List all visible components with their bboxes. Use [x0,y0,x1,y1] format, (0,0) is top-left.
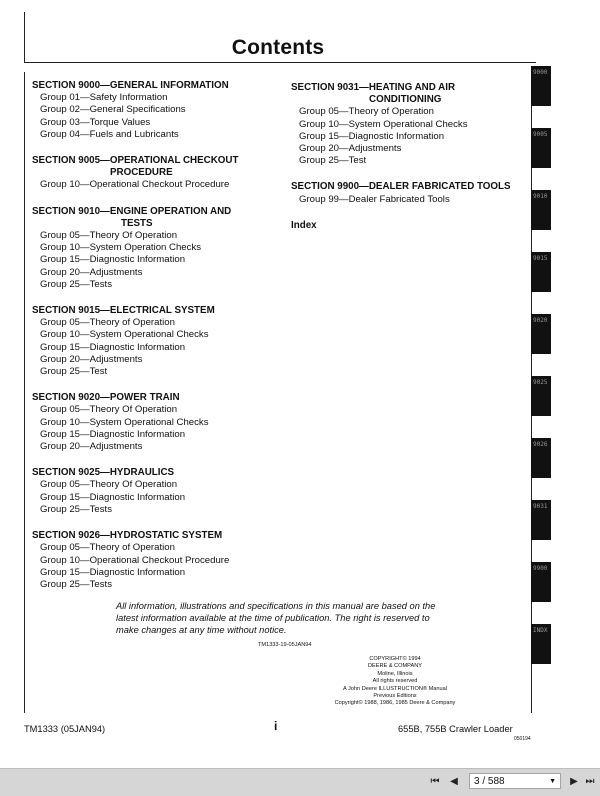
page-number-value: 3 / 588 [474,776,505,787]
page-title: Contents [231,36,325,59]
index-link[interactable]: Index [291,219,317,231]
toc-group-link[interactable]: Group 20—Adjustments [40,441,143,453]
toc-group-link[interactable]: Group 25—Tests [40,278,112,290]
section-title-continued: CONDITIONING [369,94,442,106]
toc-group-link[interactable]: Group 20—Adjustments [40,353,143,365]
section-title: SECTION 9020—POWER TRAIN [32,392,180,404]
prev-page-icon[interactable]: ◀ [450,776,458,787]
toc-group-link[interactable]: Group 15—Diagnostic Information [40,566,186,578]
toc-group-link[interactable]: Group 10—System Operational Checks [40,416,209,428]
section-tab[interactable]: 9026 [531,438,551,478]
section-title: SECTION 9015—ELECTRICAL SYSTEM [32,305,215,317]
section-title: SECTION 9010—ENGINE OPERATION AND [32,205,232,217]
toc-group-link[interactable]: Group 02—General Specifications [40,104,186,116]
next-page-icon[interactable]: ▶ [570,776,578,787]
copyright-line: A John Deere ILLUSTRUCTION® Manual [343,685,447,692]
last-page-icon[interactable]: ⏭ [585,776,595,787]
copyright-line: All rights reserved [372,678,418,685]
copyright-line: Copyright© 1988, 1986, 1985 Deere & Company [334,700,456,707]
viewer-toolbar [0,768,600,796]
toc-section [32,305,282,378]
section-title: SECTION 9900—DEALER FABRICATED TOOLS [291,181,511,193]
footer-title: 655B, 755B Crawler Loader [398,724,513,734]
toc-group-link[interactable]: Group 25—Test [40,366,108,378]
toc-group-link[interactable]: Group 25—Tests [40,503,112,515]
right-column [291,82,521,232]
section-tab[interactable]: 9010 [531,190,551,230]
section-title: SECTION 9026—HYDROSTATIC SYSTEM [32,530,223,542]
section-title: SECTION 9025—HYDRAULICS [32,467,175,479]
copyright-line: Previous Editions [373,693,417,700]
toc-section [32,80,282,141]
left-column [32,80,282,605]
copyright-block [330,656,460,708]
toc-group-link[interactable]: Group 01—Safety Information [40,92,168,104]
header-rule-horizontal [24,62,536,63]
notice-text: All information, illustrations and specifications in this manual are based on the latest information available at the time of publication. The right is reserved to make changes at any time without notice. [116,601,436,636]
toc-group-link[interactable]: Group 10—Operational Checkout Procedure [40,179,230,191]
toc-group-link[interactable]: Group 04—Fuels and Lubricants [40,128,179,140]
section-title: SECTION 9005—OPERATIONAL CHECKOUT [32,155,239,167]
toc-group-link[interactable]: Group 25—Tests [40,578,112,590]
toc-group-link[interactable]: Group 03—Torque Values [40,116,151,128]
section-tab[interactable]: 9000 [531,66,551,106]
section-tab[interactable]: 9025 [531,376,551,416]
section-title-continued: PROCEDURE [110,167,173,179]
toc-group-link[interactable]: Group 25—Test [299,155,367,167]
toc-group-link[interactable]: Group 15—Diagnostic Information [40,428,186,440]
copyright-line: COPYRIGHT© 1994 [369,656,421,662]
toc-section [32,206,282,291]
toc-group-link[interactable]: Group 10—Operational Checkout Procedure [40,554,230,566]
toc-group-link[interactable]: Group 05—Theory of Operation [40,317,175,329]
toc-group-link[interactable]: Group 15—Diagnostic Information [40,491,186,503]
toc-section [291,82,521,167]
toc-group-link[interactable]: Group 20—Adjustments [40,266,143,278]
toc-group-link[interactable]: Group 05—Theory Of Operation [40,404,178,416]
toc-group-link[interactable]: Group 15—Diagnostic Information [299,130,445,142]
footer-small-code: 050194 [514,736,531,742]
section-tabs [531,0,551,680]
chevron-down-icon[interactable]: ▼ [549,778,556,785]
toc-group-link[interactable]: Group 05—Theory Of Operation [40,479,178,491]
toc-section [32,392,282,453]
section-title-continued: TESTS [121,217,153,229]
toc-section [32,530,282,591]
footer-manual-code: TM1333 (05JAN94) [24,724,106,734]
toc-group-link[interactable]: Group 20—Adjustments [299,143,402,155]
copyright-line: Moline, Illinois [377,670,413,677]
first-page-icon[interactable]: ⏮ [430,776,440,787]
page-number-field[interactable] [469,773,561,789]
toc-section [291,181,521,205]
toc-group-link[interactable]: Group 15—Diagnostic Information [40,254,186,266]
toc-group-link[interactable]: Group 10—System Operational Checks [40,329,209,341]
tm-code: TM1333-19-05JAN94 [258,642,312,648]
toc-group-link[interactable]: Group 15—Diagnostic Information [40,341,186,353]
footer-page-number: i [274,719,278,733]
toc-section [32,467,282,516]
section-title: SECTION 9031—HEATING AND AIR [291,82,456,93]
toc-group-link[interactable]: Group 10—System Operational Checks [299,118,468,130]
copyright-line: DEERE & COMPANY [368,663,422,670]
toc-section [32,155,282,192]
toc-group-link[interactable]: Group 10—System Operation Checks [40,242,202,254]
section-title: SECTION 9000—GENERAL INFORMATION [32,80,229,91]
section-tab[interactable]: 9031 [531,500,551,540]
toc-group-link[interactable]: Group 05—Theory of Operation [299,106,434,118]
toc-group-link[interactable]: Group 05—Theory of Operation [40,542,175,554]
toc-group-link[interactable]: Group 05—Theory Of Operation [40,230,178,242]
section-tab[interactable]: 9900 [531,562,551,602]
section-tab[interactable]: INDX [531,624,551,664]
section-tab[interactable]: 9020 [531,314,551,354]
section-tab[interactable]: 9005 [531,128,551,168]
toc-group-link[interactable]: Group 99—Dealer Fabricated Tools [299,193,450,205]
section-tab[interactable]: 9015 [531,252,551,292]
